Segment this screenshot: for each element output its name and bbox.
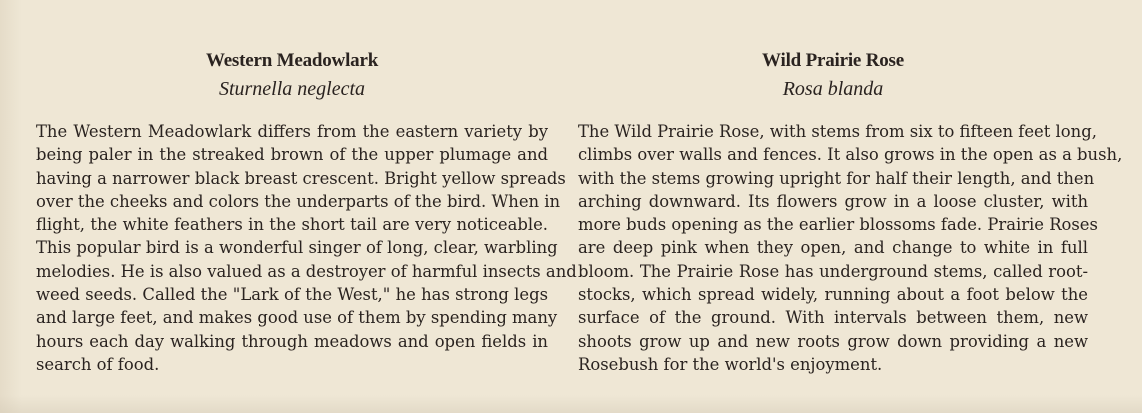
description-paragraph — [578, 120, 1123, 376]
text-line: hours each day walking through meadows and open fields in — [36, 331, 548, 351]
text-line: climbs over walls and fences. It also grows in the open as a bush, — [578, 145, 1123, 165]
text-line: flight, the white feathers in the short tail are very noticeable. — [36, 215, 548, 235]
text-line: stocks, which spread widely, running about a foot below the — [578, 285, 1088, 305]
text-line: The Western Meadowlark differs from the eastern variety by — [36, 122, 548, 141]
text-line: melodies. He is also valued as a destroyer of harmful insects and — [36, 261, 577, 281]
text-line: search of food. — [36, 354, 160, 374]
scientific-name: Rosa blanda — [782, 78, 884, 100]
text-line: being paler in the streaked brown of the upper plumage and — [36, 145, 548, 165]
text-line: more buds opening as the earlier blossoms fade. Prairie Roses — [578, 215, 1098, 235]
text-line: The Wild Prairie Rose, with stems from six to fifteen feet long, — [578, 122, 1097, 141]
scientific-name: Sturnella neglecta — [218, 78, 366, 100]
section-title: Western Meadowlark — [205, 50, 379, 71]
text-line: Rosebush for the world's enjoyment. — [578, 354, 883, 374]
text-line: with the stems growing upright for half their length, and then — [578, 168, 1095, 188]
text-line: are deep pink when they open, and change to white in full — [578, 238, 1088, 258]
description-paragraph — [36, 120, 577, 376]
text-line: surface of the ground. With intervals between them, new — [578, 308, 1088, 328]
text-line: bloom. The Prairie Rose has underground stems, called root- — [578, 261, 1088, 281]
text-line: weed seeds. Called the "Lark of the West," he has strong legs — [36, 285, 548, 305]
text-line: over the cheeks and colors the underparts of the bird. When in — [36, 191, 561, 211]
text-line: arching downward. Its flowers grow in a loose cluster, with — [578, 191, 1088, 211]
text-line: This popular bird is a wonderful singer of long, clear, warbling — [36, 238, 558, 258]
section-title: Wild Prairie Rose — [762, 50, 904, 71]
text-line: and large feet, and makes good use of them by spending many — [36, 308, 558, 328]
text-line: having a narrower black breast crescent. Bright yellow spreads — [36, 168, 566, 188]
text-line: shoots grow up and new roots grow down providing a new — [578, 331, 1088, 351]
